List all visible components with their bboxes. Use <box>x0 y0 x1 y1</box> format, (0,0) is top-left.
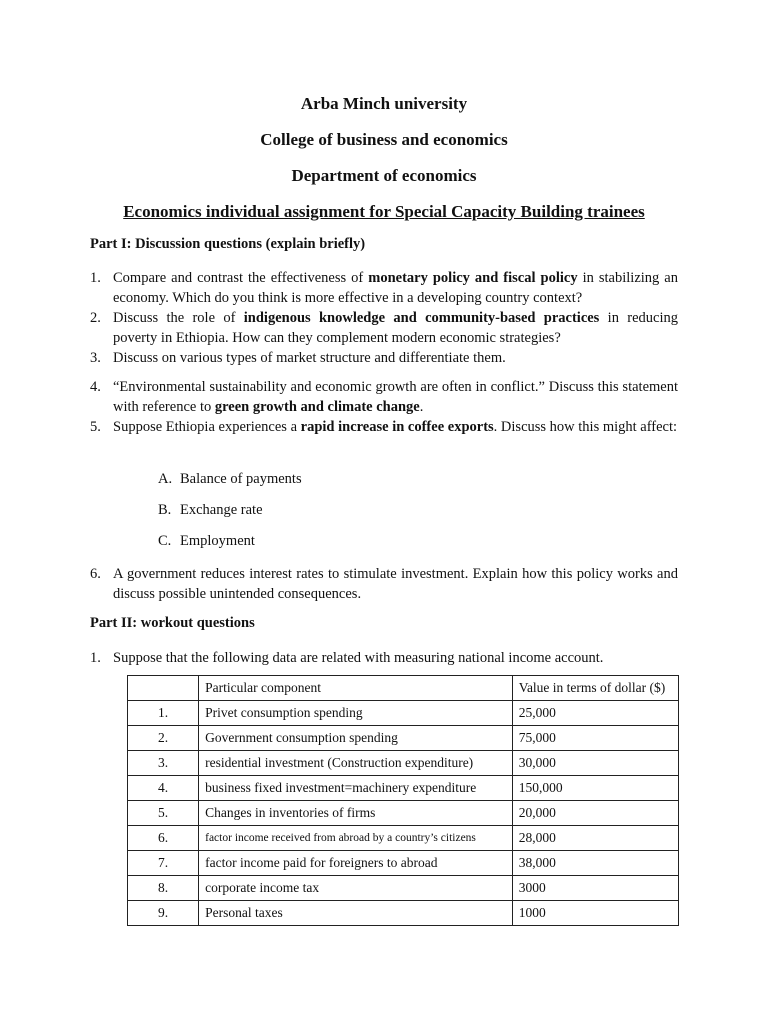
sub-item-letter: C. <box>158 533 172 549</box>
table-row <box>128 826 679 851</box>
table-row <box>128 901 679 926</box>
question-emphasis: monetary policy and fiscal policy <box>368 270 578 286</box>
table-row <box>128 751 679 776</box>
table-cell-value: 30,000 <box>512 751 678 776</box>
table-cell-number: 9. <box>128 901 199 926</box>
table-row <box>128 776 679 801</box>
table-cell-number: 5. <box>128 801 199 826</box>
table-cell-component: Government consumption spending <box>199 726 513 751</box>
table-cell-number: 8. <box>128 876 199 901</box>
question-6 <box>90 564 678 604</box>
question-emphasis: rapid increase in coffee exports <box>300 419 494 435</box>
table-cell-value: 3000 <box>512 876 678 901</box>
question-text: Discuss the role of <box>113 310 244 326</box>
sub-item-b <box>158 502 263 519</box>
question-number: 1. <box>90 650 101 666</box>
table-header-cell: Particular component <box>199 676 513 701</box>
question-text: A government reduces interest rates to stimulate investment. Explain how this policy works and discuss possible unintended consequences. <box>113 566 678 602</box>
question-number: 2. <box>90 310 101 326</box>
question-1 <box>90 268 678 308</box>
table-row <box>128 876 679 901</box>
table-header-row <box>128 676 679 701</box>
table-cell-number: 7. <box>128 851 199 876</box>
department-title: Department of economics <box>291 166 477 185</box>
question-text: Suppose Ethiopia experiences a <box>113 419 301 435</box>
part1-questions-a <box>90 268 678 368</box>
college-title: College of business and economics <box>260 130 508 149</box>
question-text: Discuss on various types of market structure and differentiate them. <box>113 350 506 366</box>
sub-item-text: Balance of payments <box>180 471 302 487</box>
question-number: 4. <box>90 379 101 395</box>
table-cell-value: 150,000 <box>512 776 678 801</box>
workout-question-1 <box>90 648 678 668</box>
question-3 <box>90 348 678 368</box>
question-5 <box>90 417 678 437</box>
assignment-title <box>0 202 768 222</box>
table-cell-component: factor income paid for foreigners to abroad <box>199 851 513 876</box>
sub-item-a <box>158 471 302 488</box>
table-cell-component: corporate income tax <box>199 876 513 901</box>
national-income-table <box>127 675 679 926</box>
table-cell-number: 2. <box>128 726 199 751</box>
university-title: Arba Minch university <box>300 94 468 113</box>
table-row <box>128 801 679 826</box>
table-row <box>128 726 679 751</box>
question-text: . Discuss how this might affect: <box>493 419 678 435</box>
sub-item-letter: B. <box>158 502 172 518</box>
question-text: . <box>419 399 424 415</box>
part2-questions <box>90 648 678 668</box>
table-cell-component: factor income received from abroad by a country’s citizens <box>199 826 513 851</box>
part1-heading: Part I: Discussion questions (explain briefly) <box>90 236 366 252</box>
question-text: Suppose that the following data are related with measuring national income account. <box>113 650 604 666</box>
assignment-title-text: Economics individual assignment for Special Capacity Building trainees <box>123 202 645 221</box>
table-cell-number: 6. <box>128 826 199 851</box>
table-row <box>128 851 679 876</box>
sub-item-text: Employment <box>180 533 255 549</box>
table-cell-value: 38,000 <box>512 851 678 876</box>
question-emphasis: indigenous knowledge and community-based practices <box>243 310 600 326</box>
question-text: “Environmental sustainability and economic growth are often in conflict.” Discuss this statement with reference to <box>113 379 678 415</box>
part1-questions-b <box>90 377 678 437</box>
table-cell-component: business fixed investment=machinery expenditure <box>199 776 513 801</box>
question-number: 1. <box>90 270 101 286</box>
table-cell-component: Personal taxes <box>199 901 513 926</box>
sub-item-letter: A. <box>158 471 173 487</box>
question-emphasis: green growth and climate change <box>214 399 420 415</box>
sub-item-c <box>158 533 255 550</box>
table-cell-number: 1. <box>128 701 199 726</box>
table-cell-component: Changes in inventories of firms <box>199 801 513 826</box>
question-text: Compare and contrast the effectiveness of <box>113 270 369 286</box>
question-text: in stabilizing an economy. Which do you think is more effective in a developing country context? <box>113 270 678 306</box>
question-number: 3. <box>90 350 101 366</box>
table-header-cell: Value in terms of dollar ($) <box>512 676 678 701</box>
table-row <box>128 701 679 726</box>
table-cell-number: 4. <box>128 776 199 801</box>
sub-item-text: Exchange rate <box>180 502 263 518</box>
table-header-cell <box>128 676 199 701</box>
table-cell-number: 3. <box>128 751 199 776</box>
question-text: in reducing poverty in Ethiopia. How can they complement modern economic strategies? <box>113 310 679 346</box>
table-cell-value: 1000 <box>512 901 678 926</box>
table-cell-value: 20,000 <box>512 801 678 826</box>
table-cell-component: residential investment (Construction expenditure) <box>199 751 513 776</box>
question-number: 5. <box>90 419 101 435</box>
part2-heading: Part II: workout questions <box>90 615 255 631</box>
question-number: 6. <box>90 566 101 582</box>
table-cell-component: Privet consumption spending <box>199 701 513 726</box>
part1-questions-c <box>90 564 678 604</box>
table-cell-value: 28,000 <box>512 826 678 851</box>
table-cell-value: 25,000 <box>512 701 678 726</box>
table-cell-value: 75,000 <box>512 726 678 751</box>
question-4 <box>90 377 678 417</box>
question-2 <box>90 308 678 348</box>
